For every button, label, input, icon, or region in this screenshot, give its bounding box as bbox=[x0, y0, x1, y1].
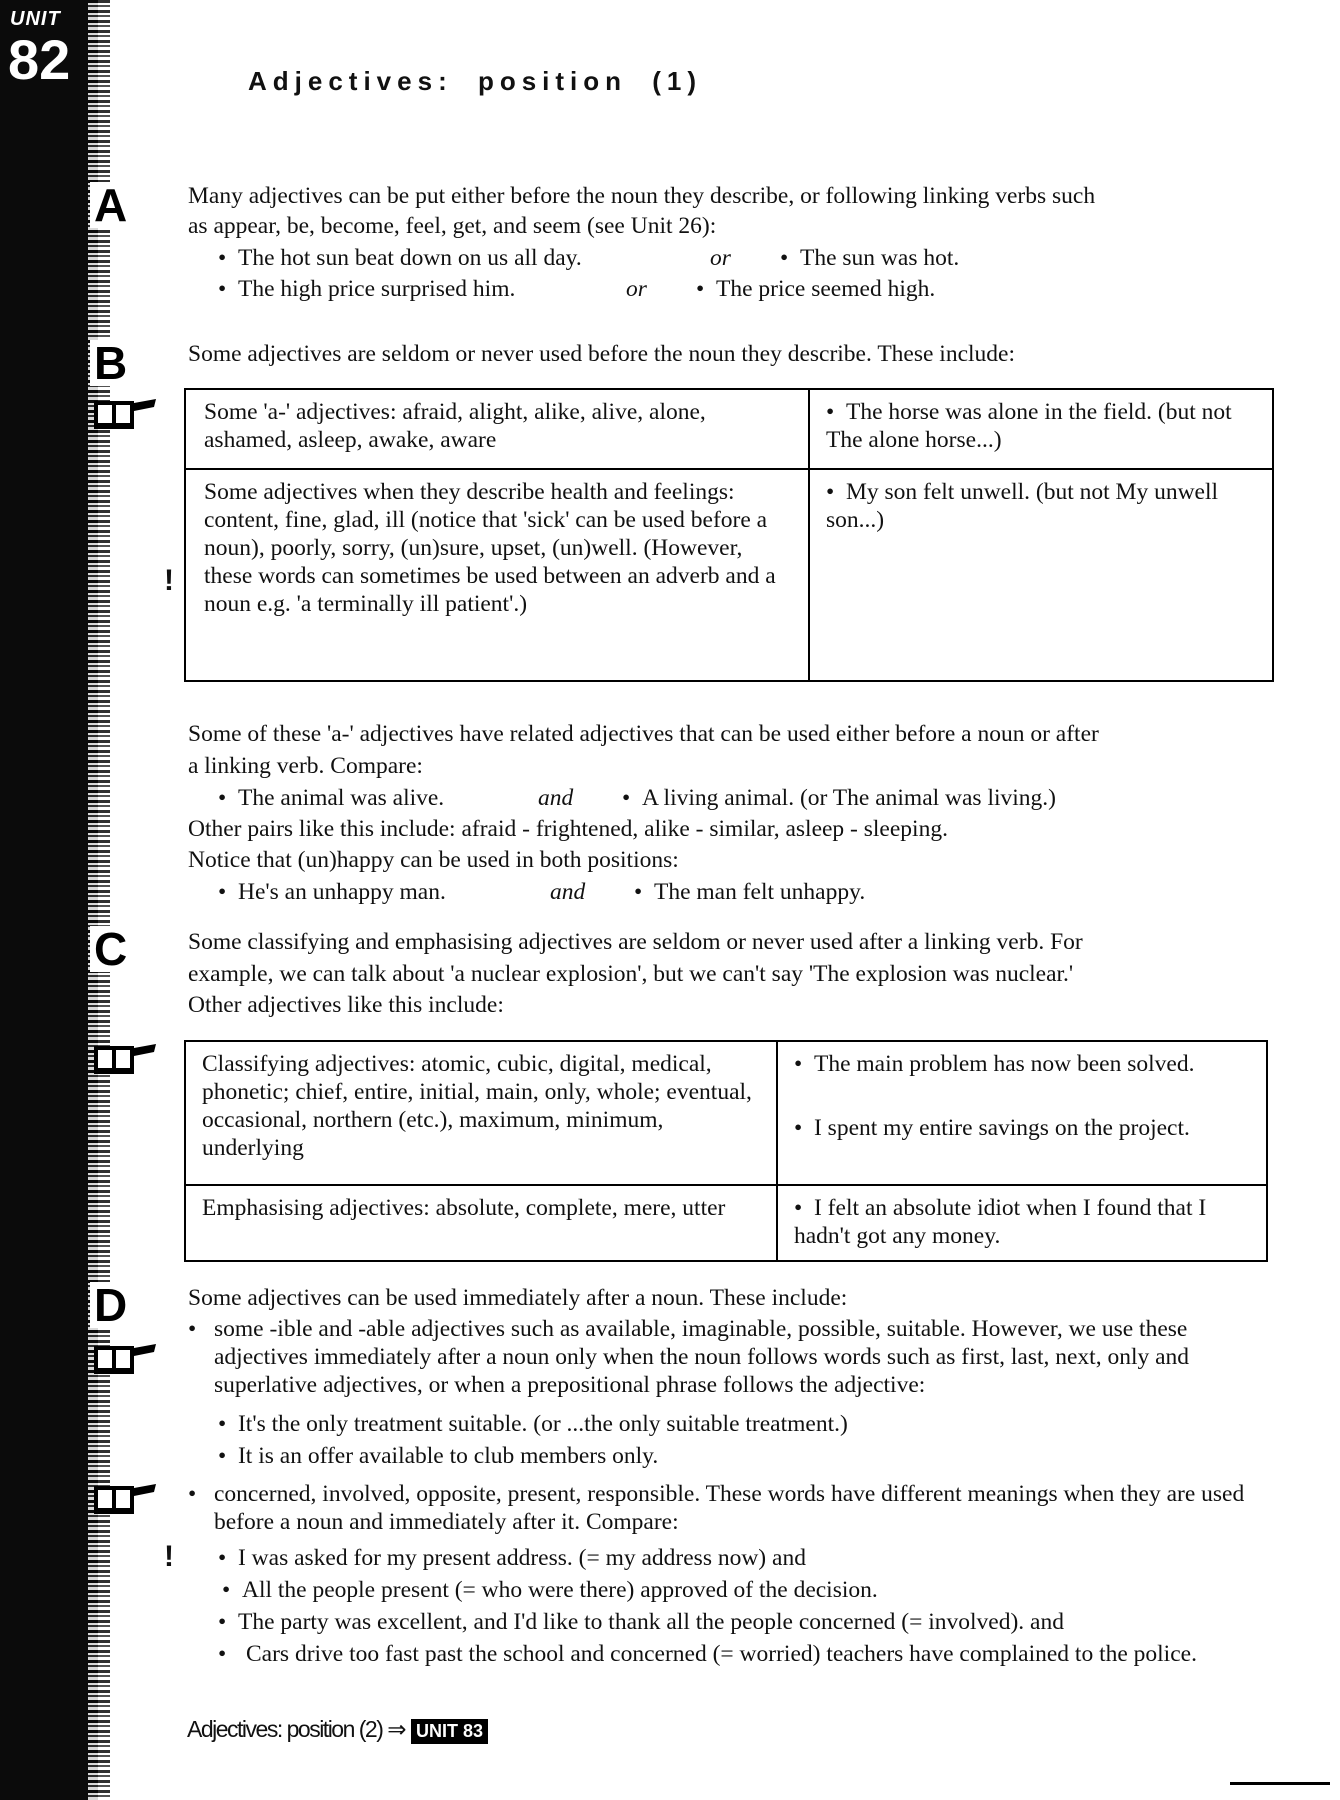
unit-label: UNIT bbox=[10, 8, 61, 30]
b-row1-left: Some 'a-' adjectives: afraid, alight, alike, alive, alone, ashamed, asleep, awake, aware bbox=[204, 399, 706, 453]
a-example-1a: • The hot sun beat down on us all day. bbox=[218, 245, 582, 271]
b-row2-right: • My son felt unwell. (but not My unwell son...) bbox=[826, 479, 1219, 533]
book-pointer-icon bbox=[92, 1040, 158, 1076]
c-text-line-2: example, we can talk about 'a nuclear explosion', but we can't say 'The explosion was nuclear.' bbox=[188, 961, 1074, 987]
a-example-1b: • The sun was hot. bbox=[780, 245, 960, 271]
b-table-divider bbox=[808, 388, 810, 680]
a-text-line-2: as appear, be, become, feel, get, and seem (see Unit 26): bbox=[188, 213, 717, 239]
b-table-row-divider bbox=[184, 468, 1274, 470]
c-row1-right-2: • I spent my entire savings on the project. bbox=[794, 1115, 1190, 1141]
d-example-7: • I was asked for my present address. (= my address now) and bbox=[218, 1545, 806, 1571]
c-row1-left: Classifying adjectives: atomic, cubic, digital, medical, phonetic; chief, entire, initial, main, only, whole; eventual, occasional, northern (etc.), maximum, minimum, underlying bbox=[202, 1051, 752, 1161]
d-point-1: some -ible and -able adjectives such as available, imaginable, possible, suitable. However, we use these adjectives immediately after a noun only when the noun follows words such as first, last, next, only and superlative adjectives, or when a prepositional phrase follows the adjective: bbox=[214, 1316, 1190, 1398]
b-intro: Some adjectives are seldom or never used before the noun they describe. These include: bbox=[188, 341, 1015, 367]
a-or-2: or bbox=[626, 276, 647, 302]
c-text-line-1: Some classifying and emphasising adjectives are seldom or never used after a linking verb. For bbox=[188, 929, 1083, 955]
b-example-3a: • The animal was alive. bbox=[218, 785, 445, 811]
b-example-4a: • He's an unhappy man. bbox=[218, 879, 446, 905]
unit-sidebar bbox=[0, 0, 98, 1800]
a-example-2b: • The price seemed high. bbox=[696, 276, 936, 302]
b-notice: Notice that (un)happy can be used in both positions: bbox=[188, 847, 679, 873]
d-bullet-2: • bbox=[188, 1481, 197, 1507]
b-pairs: Other pairs like this include: afraid - frightened, alike - similar, asleep - sleeping. bbox=[188, 816, 948, 842]
book-pointer-icon bbox=[92, 1340, 158, 1376]
section-marker-d: D bbox=[90, 1282, 131, 1328]
b-example-3b: • A living animal. (or The animal was living.) bbox=[622, 785, 1056, 811]
b-and-1: and bbox=[538, 785, 574, 811]
c-row2-right: • I felt an absolute idiot when I found that I hadn't got any money. bbox=[794, 1195, 1207, 1249]
section-marker-c: C bbox=[90, 926, 131, 972]
b-text-line-2: a linking verb. Compare: bbox=[188, 753, 423, 779]
c-text-line-3: Other adjectives like this include: bbox=[188, 992, 504, 1018]
a-text-line-1: Many adjectives can be put either before the noun they describe, or following linking verbs such bbox=[188, 183, 1096, 209]
book-pointer-icon bbox=[92, 1480, 158, 1516]
d-bullet-10: • bbox=[218, 1641, 227, 1667]
unit-ref-badge[interactable]: UNIT 83 bbox=[411, 1719, 488, 1744]
d-example-5: • It's the only treatment suitable. (or ...the only suitable treatment.) bbox=[218, 1411, 848, 1437]
exclamation-icon: ! bbox=[164, 564, 174, 597]
c-table-divider bbox=[776, 1040, 778, 1260]
a-example-2a: • The high price surprised him. bbox=[218, 276, 516, 302]
b-row1-right: • The horse was alone in the field. (but not The alone horse...) bbox=[826, 399, 1232, 453]
section-marker-a: A bbox=[90, 182, 131, 228]
c-row1-right-1: • The main problem has now been solved. bbox=[794, 1051, 1195, 1077]
cross-reference[interactable] bbox=[187, 1716, 488, 1744]
b-example-4b: • The man felt unhappy. bbox=[634, 879, 866, 905]
sidebar-edge bbox=[88, 0, 110, 1800]
section-marker-b: B bbox=[90, 340, 131, 386]
a-or-1: or bbox=[710, 245, 731, 271]
d-bullet-1: • bbox=[188, 1316, 197, 1342]
page-pointer-arrow bbox=[1230, 1782, 1330, 1785]
page-title: Adjectives: position (1) bbox=[248, 66, 703, 96]
unit-number: 82 bbox=[8, 28, 71, 91]
b-text-line-1: Some of these 'a-' adjectives have related adjectives that can be used either before a noun or after bbox=[188, 721, 1099, 747]
cross-reference-text: Adjectives: position (2) ⇒ bbox=[187, 1716, 406, 1742]
d-example-6: • It is an offer available to club members only. bbox=[218, 1443, 659, 1469]
c-row2-left: Emphasising adjectives: absolute, complete, mere, utter bbox=[202, 1195, 726, 1221]
d-point-2: concerned, involved, opposite, present, responsible. These words have different meanings when they are used before a noun and immediately after it. Compare: bbox=[214, 1481, 1245, 1535]
exclamation-icon: ! bbox=[164, 1540, 174, 1573]
d-example-10: Cars drive too fast past the school and concerned (= worried) teachers have complained to the police. bbox=[246, 1641, 1197, 1667]
d-example-9: • The party was excellent, and I'd like to thank all the people concerned (= involved). and bbox=[218, 1609, 1064, 1635]
book-pointer-icon bbox=[92, 395, 158, 431]
c-table-row-divider bbox=[184, 1184, 1268, 1186]
d-example-8: • All the people present (= who were there) approved of the decision. bbox=[222, 1577, 878, 1603]
d-intro: Some adjectives can be used immediately after a noun. These include: bbox=[188, 1285, 848, 1311]
b-row2-left: Some adjectives when they describe health and feelings: content, fine, glad, ill (notice that 'sick' can be used before a noun), poorly, sorry, (un)sure, upset, (un)well. (However, these words can sometimes be used between an adverb and a noun e.g. 'a terminally ill patient'.) bbox=[204, 479, 776, 617]
b-and-2: and bbox=[550, 879, 586, 905]
